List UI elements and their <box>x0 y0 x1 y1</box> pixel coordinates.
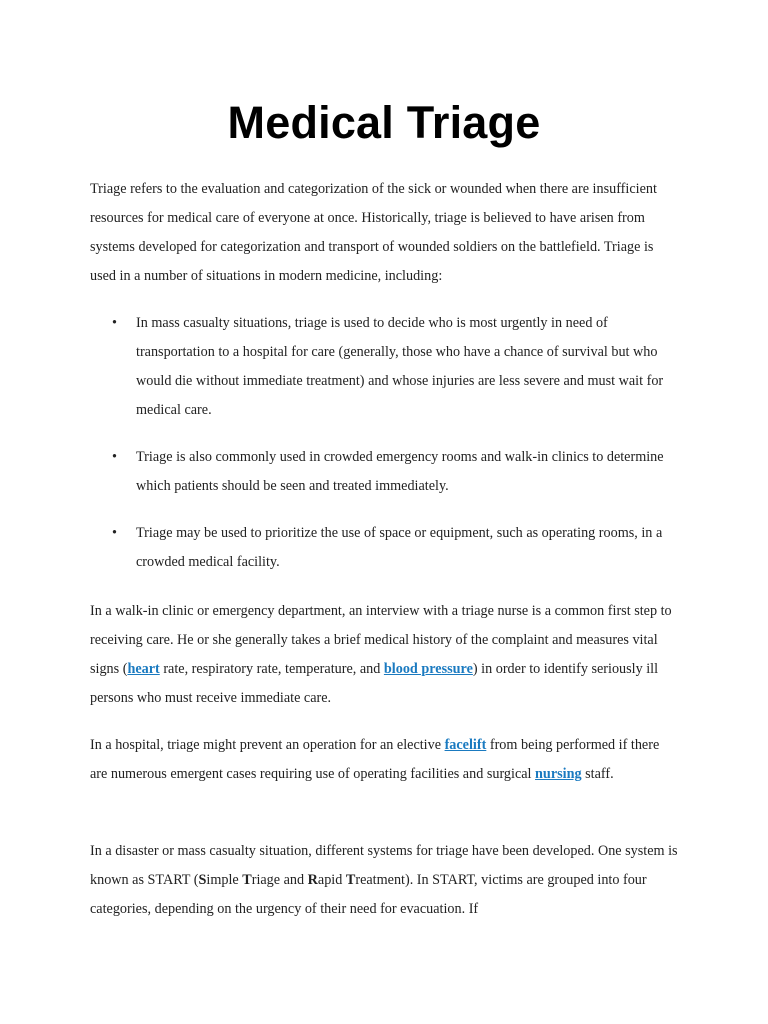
list-item <box>90 443 678 501</box>
bullet-list <box>90 309 678 595</box>
paragraph-text: In a hospital, triage might prevent an operation for an elective <box>90 737 445 753</box>
paragraph-text: apid <box>317 872 346 888</box>
acronym-letter-s: S <box>198 872 207 888</box>
nursing-link[interactable]: nursing <box>535 766 582 782</box>
paragraph-text: imple <box>206 872 243 888</box>
blood-pressure-link[interactable]: blood pressure <box>383 661 473 677</box>
list-item-text: Triage is also commonly used in crowded emergency rooms and walk-in clinics to determine which patients should be seen and treated immediately. <box>136 449 664 494</box>
acronym-letter-t: T <box>345 872 356 888</box>
paragraph-text: In a disaster or mass casualty situation, different systems for triage have been developed. One system is known as START ( <box>90 843 678 888</box>
document-page <box>90 0 678 1024</box>
bullet-glyph: • <box>112 525 117 541</box>
facelift-link[interactable]: facelift <box>444 737 487 753</box>
intro-paragraph: Triage refers to the evaluation and categorization of the sick or wounded when there are insufficient resources for medical care of everyone at once. Historically, triage is believed to have arisen from systems developed for categorization and transport of wounded soldiers on the battlefield. Triage is used in a number of situations in modern medicine, including: <box>90 181 657 284</box>
bullet-glyph: • <box>112 315 117 331</box>
paragraph-text: In a walk-in clinic or emergency department, an interview with a triage nurse is a common first step to receiving care. He or she generally takes a brief medical history of the complaint and measures vital signs ( <box>90 603 672 677</box>
disaster-paragraph <box>90 837 678 924</box>
list-item-text: In mass casualty situations, triage is used to decide who is most urgently in need of transportation to a hospital for care (generally, those who have a chance of survival but who would die without immediate treatment) and whose injuries are less severe and must wait for medical care. <box>136 315 664 418</box>
bullet-glyph: • <box>112 449 117 465</box>
paragraph-text: riage and <box>251 872 308 888</box>
triage-nurse-paragraph <box>90 597 678 713</box>
list-item-text: Triage may be used to prioritize the use of space or equipment, such as operating rooms, in a crowded medical facility. <box>136 525 663 570</box>
acronym-letter-t: T <box>242 872 252 888</box>
paragraph-text: rate, respiratory rate, temperature, and <box>159 661 384 677</box>
list-item <box>90 519 678 577</box>
paragraph-text: reatment). In START, victims are grouped into four categories, depending on the urgency of their need for evacuation. If <box>90 872 647 917</box>
paragraph-text: staff. <box>581 766 614 782</box>
list-item <box>90 309 678 425</box>
acronym-letter-r: R <box>307 872 318 888</box>
paragraph-text: ) in order to identify seriously ill persons who must receive immediate care. <box>90 661 659 706</box>
page-title: Medical Triage <box>227 97 541 148</box>
heart-link[interactable]: heart <box>127 661 160 677</box>
hospital-paragraph <box>90 731 678 789</box>
paragraph-text: from being performed if there are numerous emergent cases requiring use of operating facilities and surgical <box>90 737 660 782</box>
